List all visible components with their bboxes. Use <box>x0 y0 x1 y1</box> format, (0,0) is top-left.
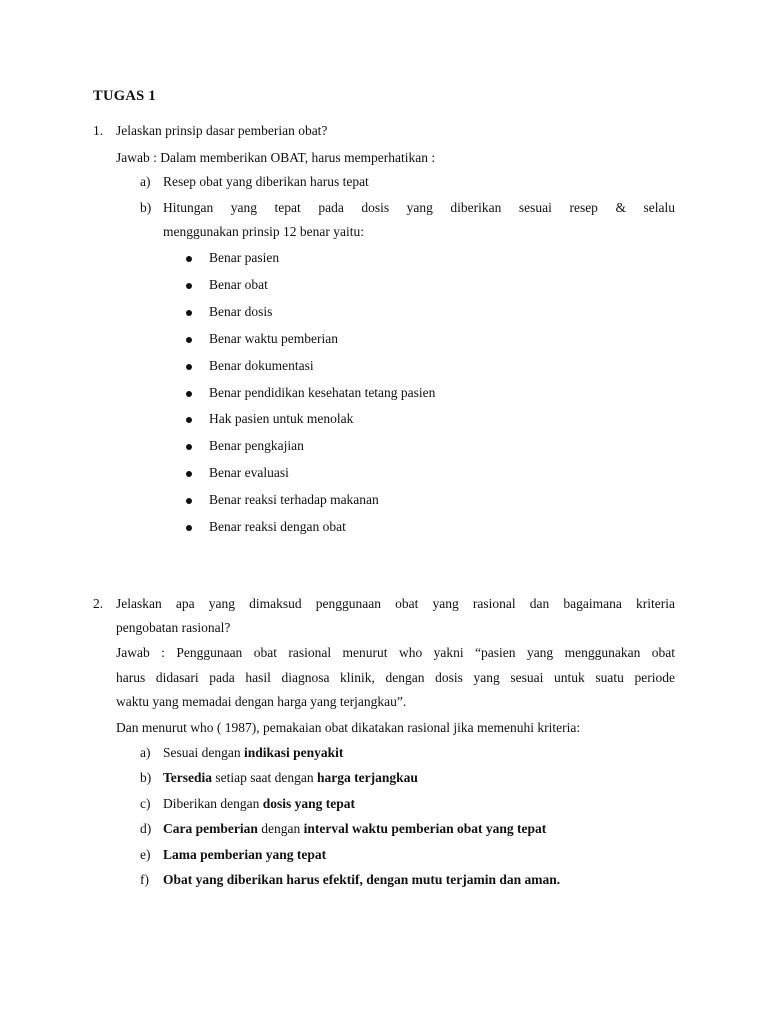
q2-answer-line1: Jawab : Penggunaan obat rasional menurut who yakni “pasien yang menggunakan obat <box>116 645 675 660</box>
q1-number: 1. <box>93 123 104 138</box>
criteria-marker: e) <box>140 847 151 862</box>
q2-answer-line2: harus didasari pada hasil diagnosa klinik, dengan dosis yang sesuai untuk suatu periode <box>116 670 675 685</box>
bullet-item: Benar waktu pemberian <box>209 331 338 346</box>
q2-criteria-intro: Dan menurut who ( 1987), pemakaian obat dikatakan rasional jika memenuhi kriteria: <box>116 720 581 735</box>
bullet-icon <box>186 417 192 423</box>
criteria-item <box>163 821 546 837</box>
criteria-text: Sesuai dengan <box>163 745 244 760</box>
q2-question-line2: pengobatan rasional? <box>116 620 231 635</box>
criteria-marker: f) <box>140 872 149 887</box>
page-title: TUGAS 1 <box>93 88 156 104</box>
q2-question-line1: Jelaskan apa yang dimaksud penggunaan obat yang rasional dan bagaimana kriteria <box>116 596 675 611</box>
q1-item-marker: b) <box>140 200 152 215</box>
bullet-item: Hak pasien untuk menolak <box>209 411 354 426</box>
q2-number: 2. <box>93 596 104 611</box>
q1-question: Jelaskan prinsip dasar pemberian obat? <box>116 123 328 138</box>
q1-item-text-line2: menggunakan prinsip 12 benar yaitu: <box>163 224 364 239</box>
criteria-marker: b) <box>140 770 152 785</box>
bullet-item: Benar evaluasi <box>209 465 289 480</box>
criteria-bold-text: Obat yang diberikan harus efektif, dengan mutu terjamin dan aman. <box>163 872 561 887</box>
criteria-bold-text: dosis yang tepat <box>262 796 355 811</box>
q1-item-text: Resep obat yang diberikan harus tepat <box>163 174 369 189</box>
bullet-icon <box>186 310 192 316</box>
q1-item-marker: a) <box>140 174 151 189</box>
criteria-item <box>163 745 343 761</box>
criteria-bold-text: interval waktu pemberian obat yang tepat <box>303 821 547 836</box>
bullet-item: Benar pendidikan kesehatan tetang pasien <box>209 385 436 400</box>
criteria-item <box>163 770 418 786</box>
bullet-item: Benar dosis <box>209 304 273 319</box>
criteria-text: Diberikan dengan <box>163 796 263 811</box>
criteria-item <box>163 872 560 888</box>
q1-item-text-line1: Hitungan yang tepat pada dosis yang diberikan sesuai resep & selalu <box>163 200 675 215</box>
bullet-icon <box>186 283 192 289</box>
bullet-icon <box>186 256 192 262</box>
bullet-item: Benar reaksi dengan obat <box>209 519 346 534</box>
bullet-item: Benar pasien <box>209 250 280 265</box>
criteria-bold-text: harga terjangkau <box>316 770 418 785</box>
bullet-item: Benar dokumentasi <box>209 358 314 373</box>
bullet-icon <box>186 525 192 531</box>
bullet-item: Benar reaksi terhadap makanan <box>209 492 379 507</box>
bullet-icon <box>186 471 192 477</box>
q1-answer-intro: Jawab : Dalam memberikan OBAT, harus memperhatikan : <box>116 150 436 165</box>
criteria-marker: c) <box>140 796 151 811</box>
q2-answer-line3: waktu yang memadai dengan harga yang terjangkau”. <box>116 694 407 709</box>
criteria-bold-text: Lama pemberian yang tepat <box>163 847 327 862</box>
criteria-item <box>163 847 326 863</box>
bullet-icon <box>186 498 192 504</box>
bullet-item: Benar obat <box>209 277 268 292</box>
criteria-text: setiap saat dengan <box>212 770 317 785</box>
criteria-bold-text: indikasi penyakit <box>243 745 344 760</box>
bullet-icon <box>186 391 192 397</box>
bullet-icon <box>186 364 192 370</box>
criteria-bold-text: Cara pemberian <box>163 821 258 836</box>
bullet-icon <box>186 337 192 343</box>
criteria-item <box>163 796 355 812</box>
criteria-bold-text: Tersedia <box>163 770 213 785</box>
criteria-text: dengan <box>257 821 304 836</box>
criteria-marker: a) <box>140 745 151 760</box>
bullet-icon <box>186 444 192 450</box>
criteria-marker: d) <box>140 821 152 836</box>
bullet-item: Benar pengkajian <box>209 438 304 453</box>
